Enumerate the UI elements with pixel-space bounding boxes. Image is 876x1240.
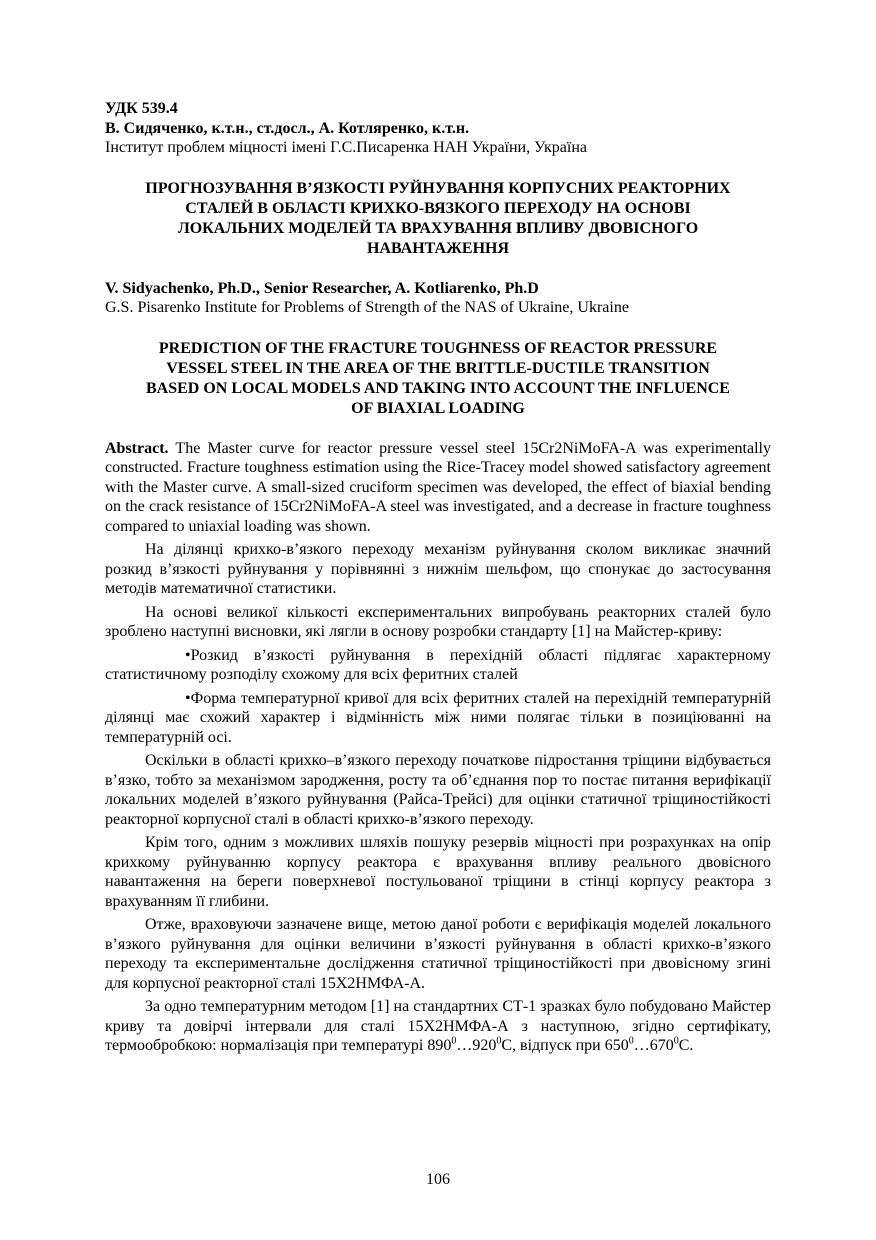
title-en-line: BASED ON LOCAL MODELS AND TAKING INTO ACCOUNT THE INFLUENCE [146, 379, 730, 397]
superscript: 0 [451, 1035, 457, 1047]
institute-en: G.S. Pisarenko Institute for Problems of Strength of the NAS of Ukraine, Ukraine [105, 299, 629, 316]
abstract [105, 439, 771, 537]
title-ua-line: СТАЛЕЙ В ОБЛАСТІ КРИХКО-ВЯЗКОГО ПЕРЕХОДУ НА ОСНОВІ [185, 199, 691, 217]
paragraph-6-text: …920 [456, 1037, 497, 1054]
paragraph-4: Крім того, одним з можливих шляхів пошуку резервів міцності при розрахунках на опір крихкому руйнуванню корпусу реактора є врахування впливу реального двовісного навантаження на береги поверхневої постульованої тріщини в стінці корпусу реактора з врахуванням її глибини. [105, 834, 771, 910]
title-en-line: PREDICTION OF THE FRACTURE TOUGHNESS OF REACTOR PRESSURE [158, 339, 718, 357]
title-ua-line: ЛОКАЛЬНИХ МОДЕЛЕЙ ТА ВРАХУВАННЯ ВПЛИВУ ДВОВІСНОГО [177, 219, 699, 237]
paragraph-6 [105, 997, 771, 1056]
bullet-item [105, 646, 771, 685]
superscript: 0 [673, 1035, 679, 1047]
superscript: 0 [628, 1035, 634, 1047]
bullet-text: Форма температурної кривої для всіх феритних сталей на перехідній температурній ділянці має схожий характер і відмінність між ними полягає тільки в позиціюванні на температурній осі. [105, 689, 771, 746]
title-ua-line: ПРОГНОЗУВАННЯ В’ЯЗКОСТІ РУЙНУВАННЯ КОРПУСНИХ РЕАКТОРНИХ [145, 179, 731, 197]
paragraph-2: На основі великої кількості експериментальних випробувань реакторних сталей було зроблено наступні висновки, які лягли в основу розробки стандарту [1] на Майстер-криву: [105, 603, 771, 640]
title-ua-line: НАВАНТАЖЕННЯ [366, 239, 510, 257]
paragraph-1: На ділянці крихко-в’язкого переходу механізм руйнування сколом викликає значний розкид в’язкості руйнування у порівнянні з нижнім шельфом, що спонукає до застосування методів математичної статистики. [105, 541, 771, 597]
bullet-icon: • [185, 646, 191, 664]
udk-code: УДК 539.4 [105, 100, 178, 117]
authors-ua: В. Сидяченко, к.т.н., ст.досл., А. Котляренко, к.т.н. [105, 119, 470, 137]
abstract-text: The Master curve for reactor pressure vessel steel 15Cr2NiMoFA-A was experimentally constructed. Fracture toughness estimation using the Rice-Tracey model showed satisfactory agreement with the Master curve. A small-sized cruciform specimen was developed, the effect of biaxial bending on the crack resistance of 15Cr2NiMoFA-A steel was investigated, and a decrease in fracture toughness compared to uniaxial loading was shown. [105, 439, 771, 535]
paragraph-6-text: С. [678, 1037, 694, 1054]
title-ua [105, 179, 771, 259]
authors-en: V. Sidyachenko, Ph.D., Senior Researcher, A. Kotliarenko, Ph.D [105, 279, 539, 297]
paragraph-6-text: …670 [633, 1037, 674, 1054]
bullet-item [105, 689, 771, 748]
institute-ua: Інститут проблем міцності імені Г.С.Писаренка НАН України, Україна [105, 139, 588, 156]
bullet-text: Розкид в’язкості руйнування в перехідній області підлягає характерному статистичному розподілу схожому для всіх феритних сталей [105, 646, 771, 683]
paragraph-6-text: С, відпуск при 650 [501, 1037, 629, 1054]
superscript: 0 [496, 1035, 502, 1047]
title-en-line: VESSEL STEEL IN THE AREA OF THE BRITTLE-DUCTILE TRANSITION [166, 359, 710, 377]
title-en [105, 339, 771, 419]
paragraph-6-text: За одно температурним методом [1] на стандартних СТ-1 зразках було побудовано Майстер криву та довірчі інтервали для сталі 15Х2НМФА-А з наступною, згідно сертифікату, термообробкою: нормалізація при температурі 890 [105, 998, 771, 1054]
title-en-line: OF BIAXIAL LOADING [351, 399, 525, 417]
bullet-icon: • [185, 689, 191, 707]
paragraph-3: Оскільки в області крихко–в’язкого переходу початкове підростання тріщини відбувається в’язко, тобто за механізмом зародження, росту та об’єднання пор то постає питання верифікації локальних моделей в’язкого руйнування (Райса-Трейсі) для оцінки статичної тріщиностійкості реакторної корпусної сталі в області крихко-в’язкого переходу. [105, 752, 771, 828]
abstract-label: Abstract. [105, 439, 169, 457]
paragraph-5: Отже, враховуючи зазначене вище, метою даної роботи є верифікація моделей локального в’язкого руйнування для оцінки величини в’язкості руйнування в області крихко-в’язкого переходу та експериментальне дослідження статичної тріщиностійкості при двовісному згині для корпусної реакторної сталі 15Х2НМФА-А. [105, 916, 771, 992]
page-number: 106 [426, 1171, 450, 1188]
